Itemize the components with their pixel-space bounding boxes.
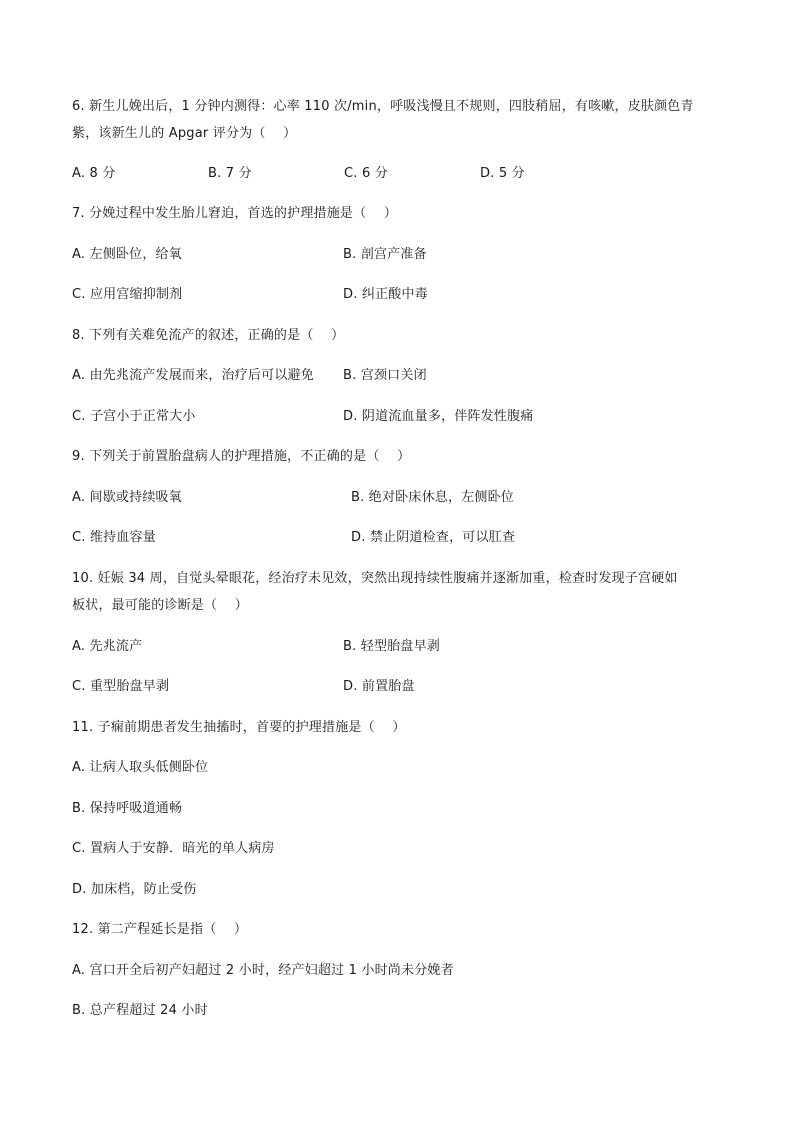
question-10-option-c: C. 重型胎盘早剥	[72, 679, 170, 694]
question-9-option-b: B. 绝对卧床休息，左侧卧位	[351, 490, 514, 505]
question-8-stem: 8. 下列有关难免流产的叙述，正确的是（ ）	[72, 328, 345, 343]
question-7-option-d: D. 纠正酸中毒	[343, 287, 428, 302]
question-9-option-d: D. 禁止阴道检查，可以肛查	[351, 530, 516, 545]
question-6-stem-line-1: 6. 新生儿娩出后，1 分钟内测得：心率 110 次/min，呼吸浅慢且不规则，四肢稍屈，有咳嗽，皮肤颜色青	[72, 99, 694, 114]
question-6-stem-line-2: 紫，该新生儿的 Apgar 评分为（ ）	[72, 126, 297, 141]
question-8-option-d: D. 阴道流血量多，伴阵发性腹痛	[343, 409, 534, 424]
question-6-option-c: C. 6 分	[344, 166, 388, 181]
question-7-option-b: B. 剖宫产准备	[343, 247, 427, 262]
question-6-option-b: B. 7 分	[208, 166, 252, 181]
question-10-option-b: B. 轻型胎盘早剥	[343, 639, 440, 654]
question-9-option-c: C. 维持血容量	[72, 530, 156, 545]
question-12-option-a: A. 宫口开全后初产妇超过 2 小时，经产妇超过 1 小时尚未分娩者	[72, 963, 454, 978]
question-9-stem: 9. 下列关于前置胎盘病人的护理措施，不正确的是（ ）	[72, 449, 411, 464]
question-9-option-a: A. 间歇或持续吸氧	[72, 490, 182, 505]
question-8-option-b: B. 宫颈口关闭	[343, 368, 427, 383]
question-7-option-c: C. 应用宫缩抑制剂	[72, 287, 183, 302]
question-6-option-a: A. 8 分	[72, 166, 116, 181]
question-11-stem: 11. 子痫前期患者发生抽搐时，首要的护理措施是（ ）	[72, 720, 406, 735]
question-10-option-a: A. 先兆流产	[72, 639, 143, 654]
question-10-stem-line-1: 10. 妊娠 34 周，自觉头晕眼花，经治疗未见效，突然出现持续性腹痛并逐渐加重，检查时发现子宫硬如	[72, 571, 678, 586]
question-8-option-c: C. 子宫小于正常大小	[72, 409, 196, 424]
question-8-option-a: A. 由先兆流产发展而来，治疗后可以避免	[72, 368, 314, 383]
question-10-stem-line-2: 板状，最可能的诊断是（ ）	[72, 598, 248, 613]
question-7-stem: 7. 分娩过程中发生胎儿窘迫，首选的护理措施是（ ）	[72, 206, 398, 221]
question-12-option-b: B. 总产程超过 24 小时	[72, 1003, 208, 1018]
question-11-option-c: C. 置病人于安静．暗光的单人病房	[72, 841, 275, 856]
question-11-option-a: A. 让病人取头低侧卧位	[72, 760, 209, 775]
question-12-stem: 12. 第二产程延长是指（ ）	[72, 922, 248, 937]
question-11-option-b: B. 保持呼吸道通畅	[72, 801, 183, 816]
question-11-option-d: D. 加床档，防止受伤	[72, 882, 197, 897]
question-6-option-d: D. 5 分	[480, 166, 525, 181]
question-7-option-a: A. 左侧卧位，给氧	[72, 247, 182, 262]
question-10-option-d: D. 前置胎盘	[343, 679, 415, 694]
